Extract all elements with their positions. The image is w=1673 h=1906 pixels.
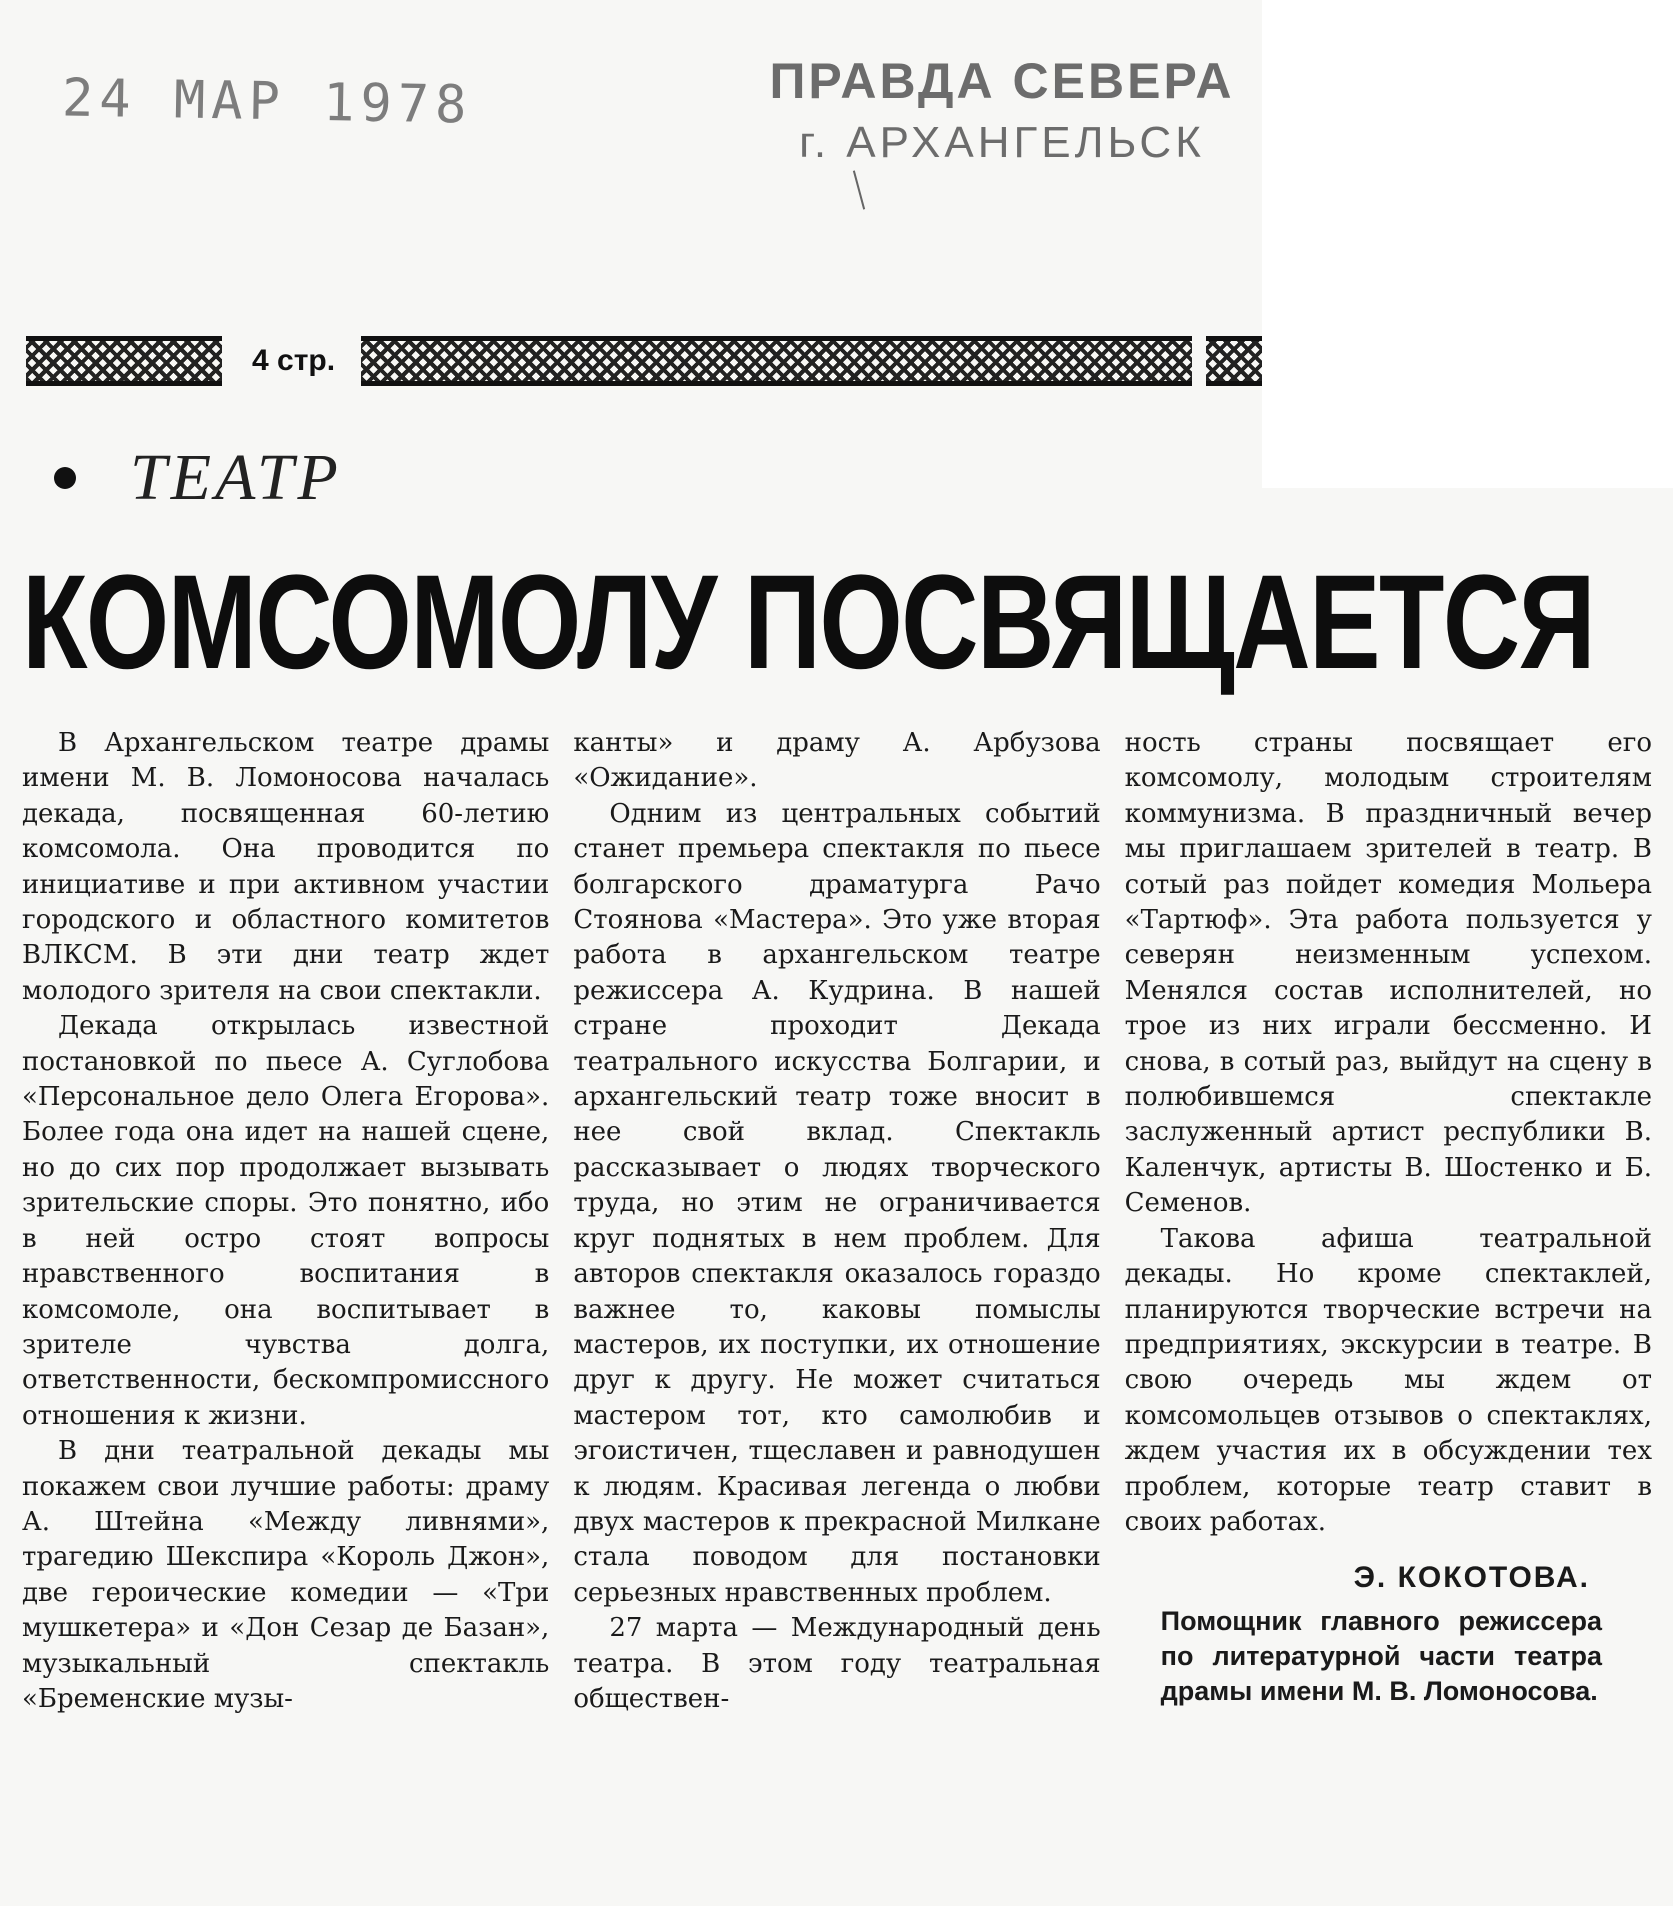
column-1: [22, 726, 549, 1717]
newspaper-name: ПРАВДА СЕВЕРА: [769, 53, 1235, 109]
blank-margin: [1262, 0, 1673, 488]
paragraph: Такова афиша театральной декады. Но кроме спектаклей, планируются творческие встречи на предприятиях, экскурсии в театре. В свою очередь мы ждем от комсомольцев отзывов о спектаклях, ждем участия их в обсуждении тех проблем, которые театр ставит в своих работах.: [1124, 1223, 1652, 1537]
paragraph: Одним из центральных событий станет премьера спектакля по пьесе болгарского драматурга Рачо Стоянова «Мастера». Это уже вторая работа в архангельском театре режиссера А. Кудрина. В нашей стране проходит Декада театрального искусства Болгарии, и архангельский театр тоже вносит в нее свой вклад. Спектакль рассказывает о людях творческого труда, но этим не ограничивается круг поднятых в нем проблем. Для авторов спектакля оказалось гораздо важнее то, каковы помыслы мастеров, их поступки, их отношение друг к другу. Не может считаться мастером тот, кто самолюбив и эгоистичен, тщеславен и равнодушен к людям. Красивая легенда о любви двух мастеров к прекрасной Милкане стала поводом для постановки серьезных нравственных проблем.: [573, 798, 1101, 1608]
paragraph: В дни театральной декады мы покажем свои лучшие работы: драму А. Штейна «Между ливнями», трагедию Шекспира «Король Джон», две героические комедии — «Три мушкетера» и «Дон Сезар де Базан», музыкальный спектакль «Бременские музы-: [22, 1436, 550, 1714]
paragraph: Декада открылась известной постановкой по пьесе А. Суглобова «Персональное дело Олега Егорова». Более года она идет на нашей сцене, но до сих пор продолжает вызывать зрительские споры. Это понятно, ибо в ней остро стоят вопросы нравственного воспитания в комсомоле, она воспитывает в зрителе чувства долга, ответственности, бескомпромиссного отношения к жизни.: [22, 1011, 550, 1431]
column-3: [1125, 726, 1652, 1717]
newspaper-city: г. АРХАНГЕЛЬСК: [799, 118, 1205, 167]
paragraph: В Архангельском театре драмы имени М. В. Ломоносова началась декада, посвященная 60-летию комсомола. Она проводится по инициативе и при активном участии городского и областного комитетов ВЛКСМ. В эти дни театр ждет молодого зрителя на свои спектакли.: [22, 728, 550, 1006]
date-stamp: 24 МАР 1978: [61, 68, 473, 136]
stamp-mark: [853, 170, 865, 209]
article-body: [22, 726, 1652, 1717]
paragraph: ность страны посвящает его комсомолу, молодым строителям коммунизма. В праздничный вечер мы приглашаем зрителей в театр. В сотый раз пойдет комедия Мольера «Тартюф». Эта работа пользуется у северян неизменным успехом. Менялся состав исполнителей, но трое из них играли бессменно. И снова, в сотый раз, выйдут на сцену в полюбившемся спектакле заслуженный артист республики В. Каленчук, артисты В. Шостенко и Б. Семенов.: [1124, 728, 1652, 1219]
ornament-right: [1206, 336, 1262, 386]
newspaper-stamp: [762, 52, 1242, 168]
page-header-band: [26, 332, 1262, 390]
paragraph: 27 марта — Международный день театра. В этом году театральная обществен-: [573, 1613, 1101, 1714]
ornament-left: [26, 336, 222, 386]
paragraph: канты» и драму А. Арбузова «Ожидание».: [573, 728, 1101, 794]
column-2: [573, 726, 1100, 1717]
ornament-middle: [361, 336, 1192, 386]
rubric: [54, 440, 342, 516]
author-name: Э. КОКОТОВА.: [1353, 1561, 1590, 1595]
page-number: 4 стр.: [252, 344, 336, 377]
article-headline: КОМСОМОЛУ ПОСВЯЩАЕТСЯ: [22, 548, 1595, 697]
bullet-icon: [54, 467, 76, 489]
rubric-label: ТЕАТР: [130, 441, 342, 514]
author-role: Помощник главного режиссера по литературной части театра драмы имени М. В. Ломоносова.: [1160, 1605, 1602, 1706]
